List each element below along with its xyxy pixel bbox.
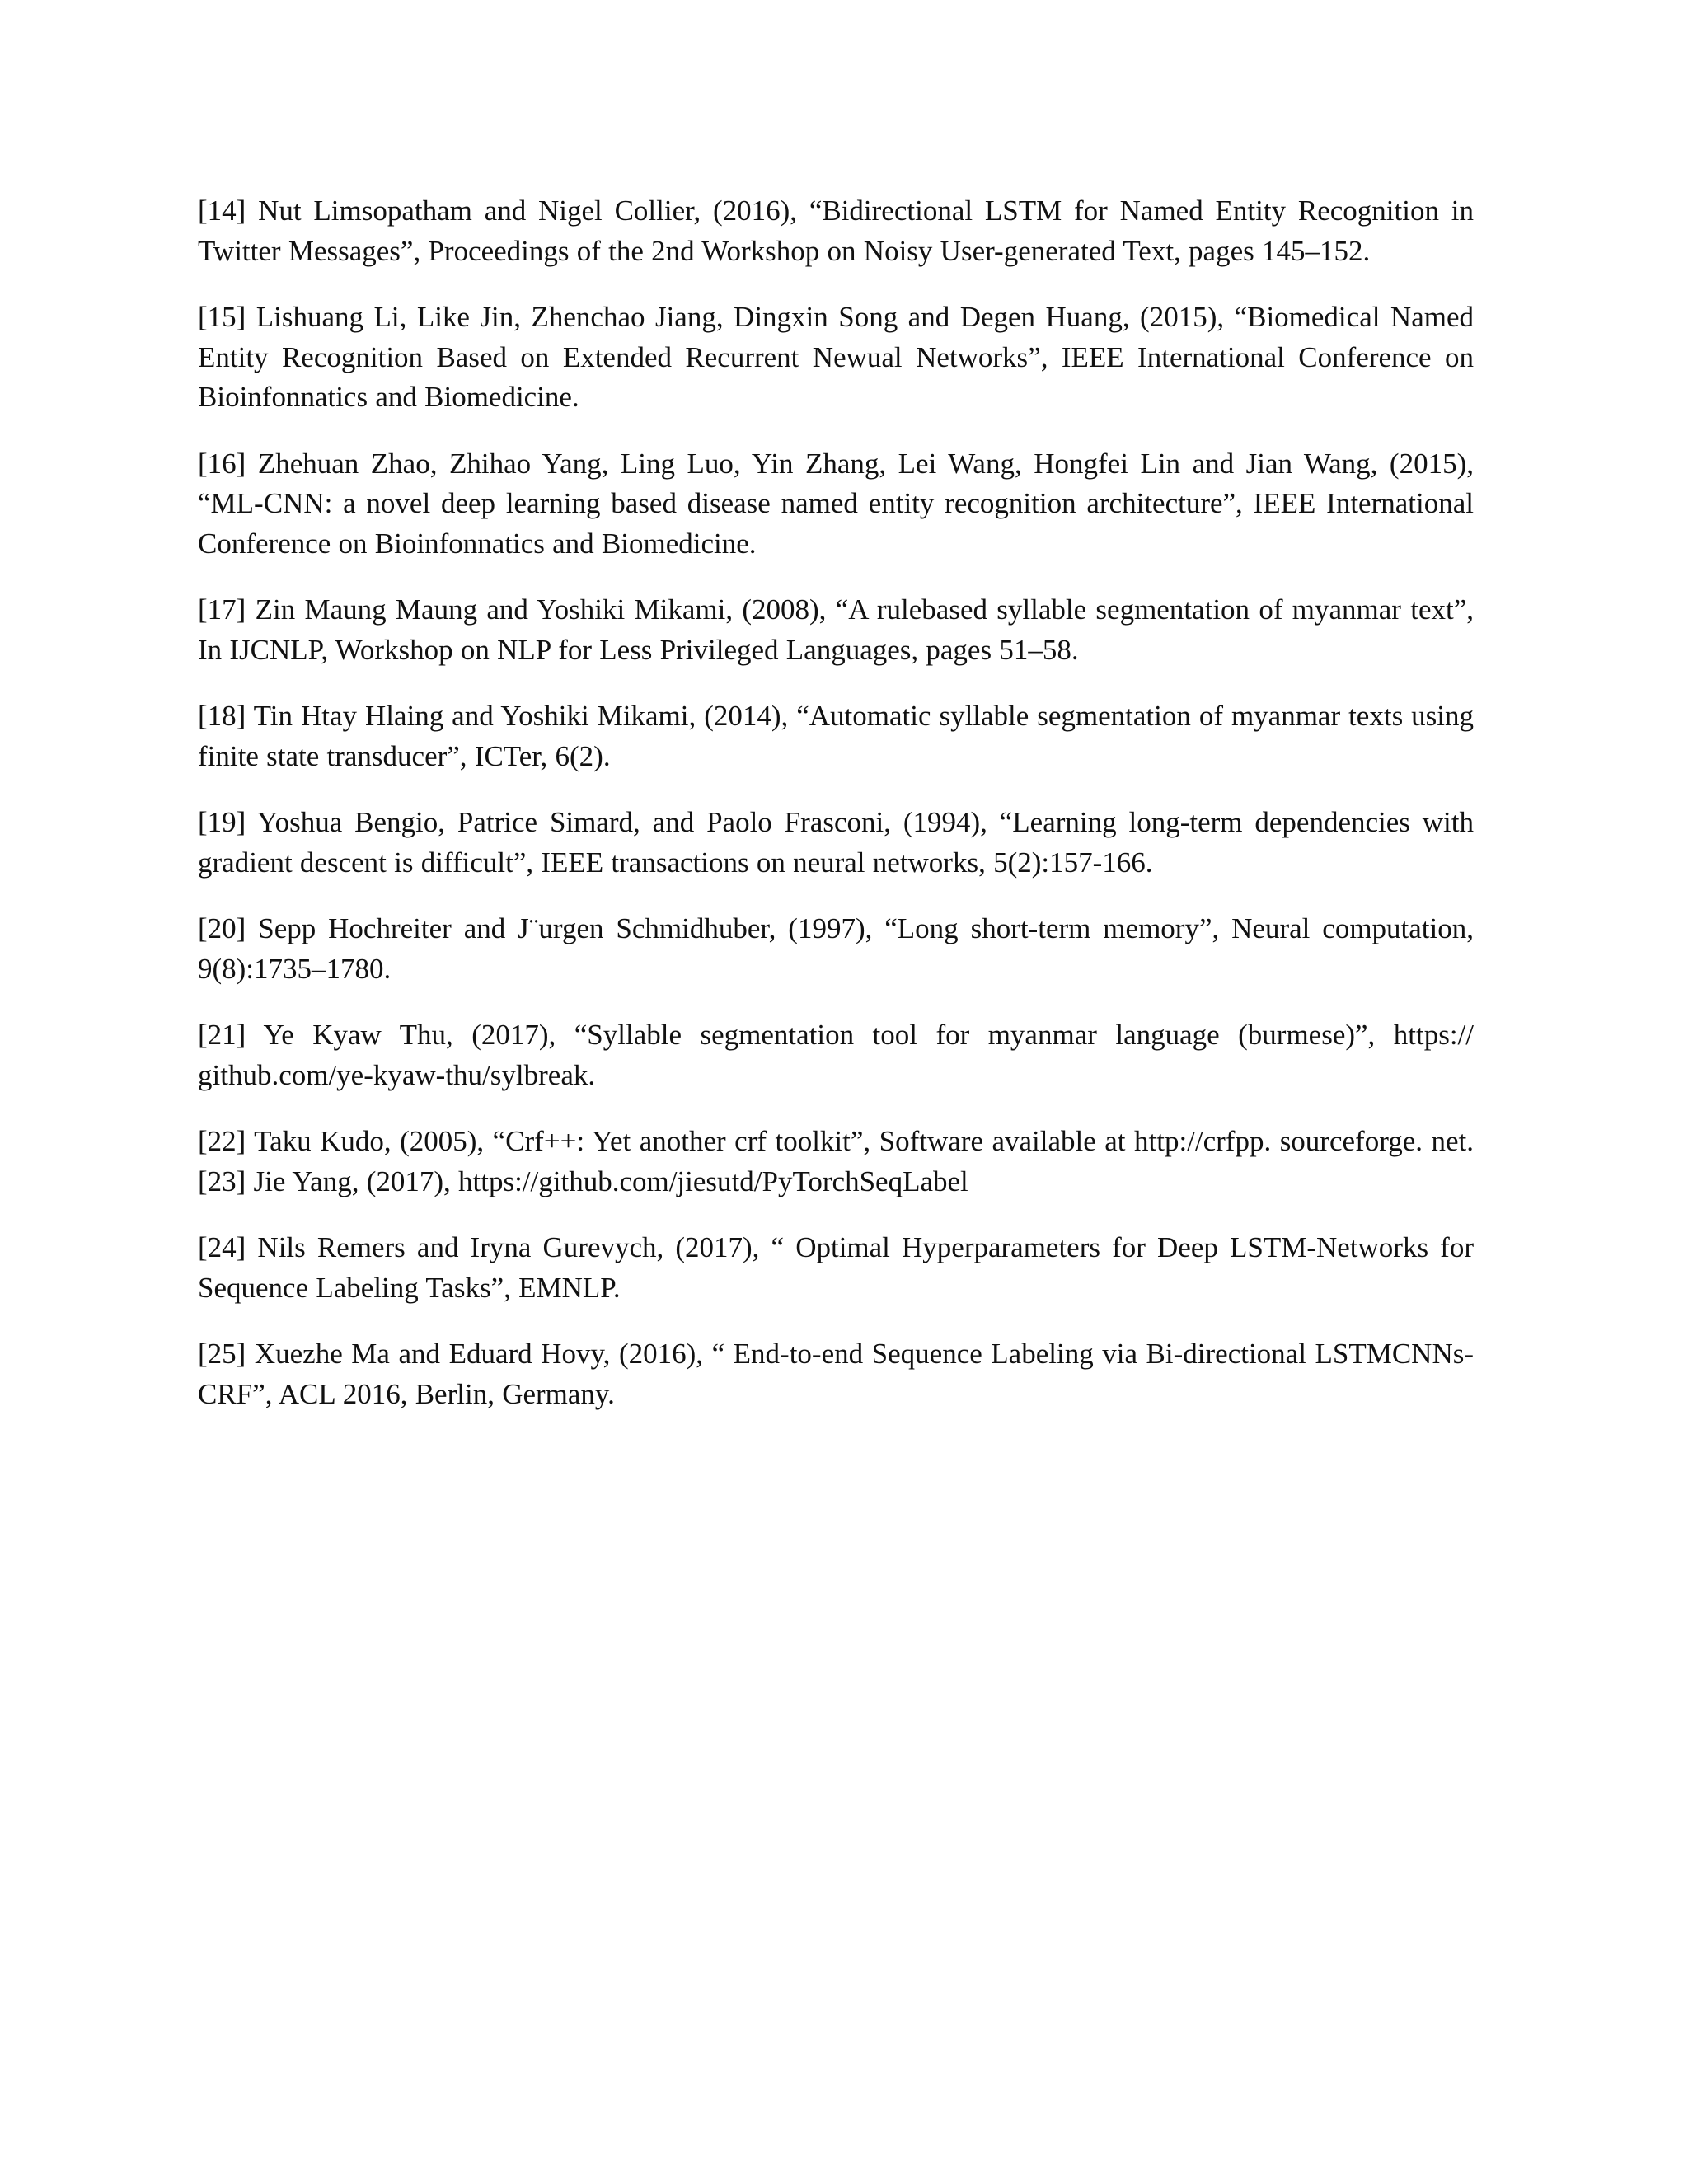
reference-item-15: [15] Lishuang Li, Like Jin, Zhenchao Jiang, Dingxin Song and Degen Huang, (2015), “Biomedical Named Entity Recognition Based on Extended Recurrent Newual Networks”, IEEE International Conference on Bioinfonnatics and Biomedicine. xyxy=(198,301,1474,413)
reference-item-18: [18] Tin Htay Hlaing and Yoshiki Mikami, (2014), “Automatic syllable segmentation of myanmar texts using finite state transducer”, ICTer, 6(2). xyxy=(198,700,1474,772)
reference-item-25: [25] Xuezhe Ma and Eduard Hovy, (2016), “ End-to-end Sequence Labeling via Bi-directional LSTMCNNs-CRF”, ACL 2016, Berlin, Germany. xyxy=(198,1338,1474,1410)
reference-item-17: [17] Zin Maung Maung and Yoshiki Mikami, (2008), “A rulebased syllable segmentation of myanmar text”, In IJCNLP, Workshop on NLP for Less Privileged Languages, pages 51–58. xyxy=(198,593,1474,666)
reference-item-20: [20] Sepp Hochreiter and J¨urgen Schmidhuber, (1997), “Long short-term memory”, Neural computation, 9(8):1735–1780. xyxy=(198,912,1474,985)
reference-item-19: [19] Yoshua Bengio, Patrice Simard, and Paolo Frasconi, (1994), “Learning long-term dependencies with gradient descent is difficult”, IEEE transactions on neural networks, 5(2):157-166. xyxy=(198,806,1474,879)
reference-item-22: [22] Taku Kudo, (2005), “Crf++: Yet another crf toolkit”, Software available at http://crfpp. sourceforge. net.[23] Jie Yang, (2017), https://github.com/jiesutd/PyTorchSeqLabel xyxy=(198,1125,1474,1197)
reference-item-14: [14] Nut Limsopatham and Nigel Collier, (2016), “Bidirectional LSTM for Named Entity Recognition in Twitter Messages”, Proceedings of the 2nd Workshop on Noisy User-generated Text, pages 145–152. xyxy=(198,194,1474,267)
reference-item-21: [21] Ye Kyaw Thu, (2017), “Syllable segmentation tool for myanmar language (burmese)”, https:// github.com/ye-kyaw-thu/sylbreak. xyxy=(198,1019,1474,1091)
reference-item-16: [16] Zhehuan Zhao, Zhihao Yang, Ling Luo, Yin Zhang, Lei Wang, Hongfei Lin and Jian Wang, (2015), “ML-CNN: a novel deep learning based disease named entity recognition architecture”, IEEE International Conference on Bioinfonnatics and Biomedicine. xyxy=(198,447,1474,560)
reference-item-24: [24] Nils Remers and Iryna Gurevych, (2017), “ Optimal Hyperparameters for Deep LSTM-Networks for Sequence Labeling Tasks”, EMNLP. xyxy=(198,1231,1474,1304)
reference-list xyxy=(198,191,1474,1441)
